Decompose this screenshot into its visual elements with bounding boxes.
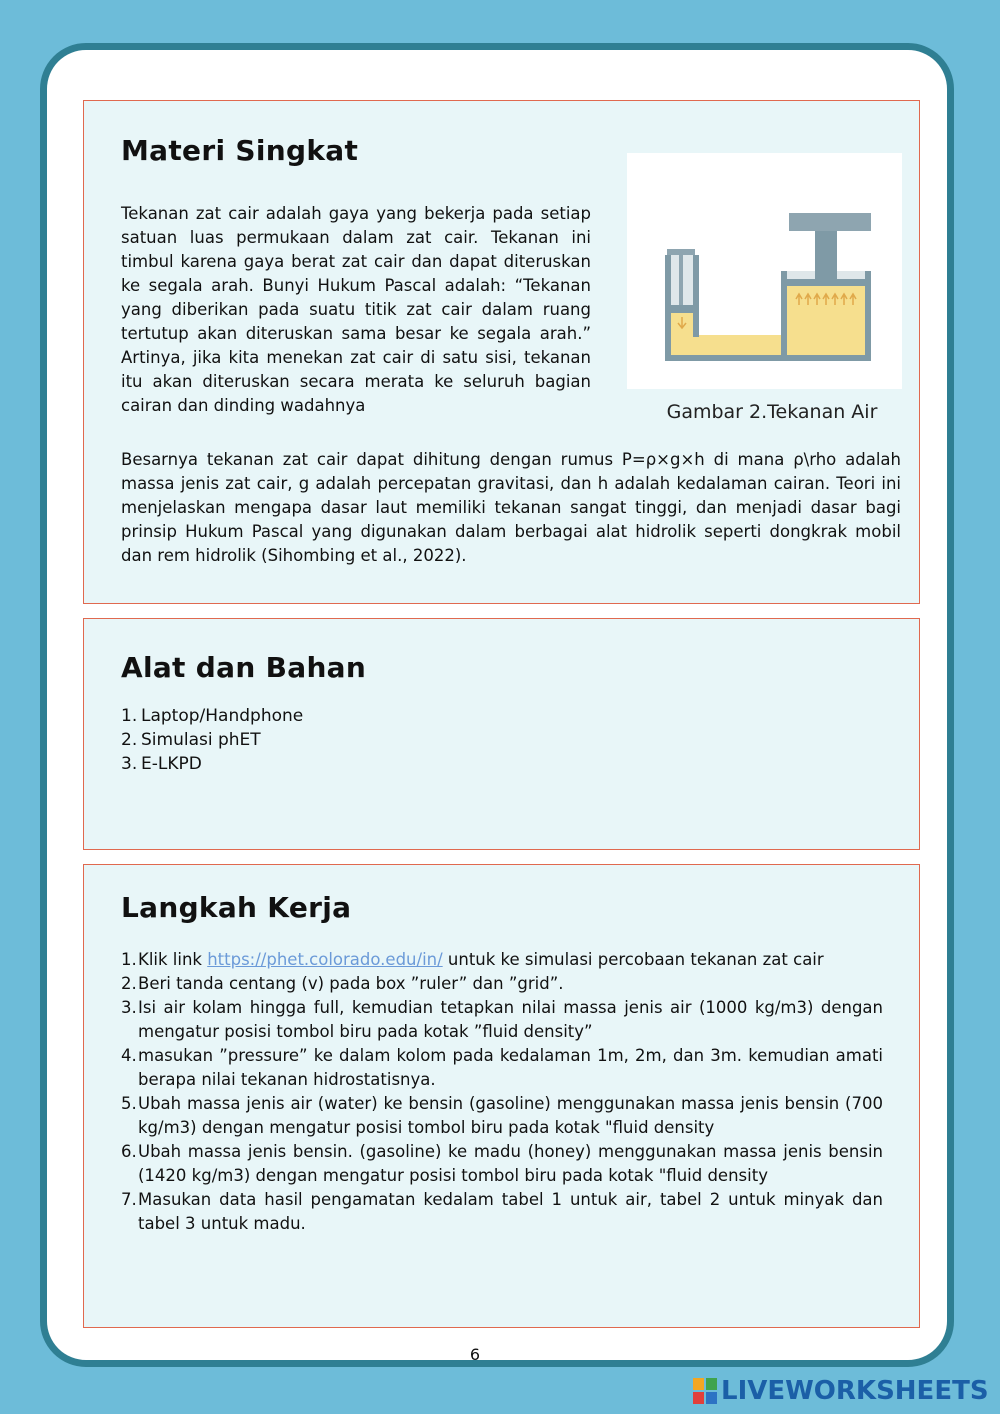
list-text: masukan ”pressure” ke dalam kolom pada kedalaman 1m, 2m, dan 3m. kemudian amati berapa nilai tekanan hidrostatisnya. — [138, 1046, 883, 1089]
page-number: 6 — [469, 1345, 481, 1364]
hydraulic-press-figure — [627, 153, 902, 389]
liveworksheets-brand[interactable] — [693, 1376, 989, 1406]
list-item — [121, 996, 883, 1044]
langkah-list — [121, 948, 883, 1236]
list-text: Masukan data hasil pengamatan kedalam tabel 1 untuk air, tabel 2 untuk minyak dan tabel 3 untuk madu. — [138, 1190, 883, 1233]
list-item — [121, 1044, 883, 1092]
materi-title: Materi Singkat — [121, 134, 359, 167]
list-item — [121, 1188, 883, 1236]
list-text: Ubah massa jenis bensin. (gasoline) ke madu (honey) menggunakan massa jenis bensin (1420 kg/m3) dengan mengatur posisi tombol biru pada kotak "fluid density — [138, 1142, 883, 1185]
list-number: 6. — [121, 1142, 137, 1161]
list-text: Klik link — [138, 950, 208, 969]
liveworksheets-logo-icon — [693, 1378, 717, 1404]
list-text: untuk ke simulasi percobaan tekanan zat cair — [442, 950, 824, 969]
list-text: Simulasi phET — [141, 730, 261, 750]
list-number: 1. — [121, 706, 138, 726]
figure-caption: Gambar 2.Tekanan Air — [666, 401, 878, 423]
alat-title: Alat dan Bahan — [121, 651, 367, 684]
list-item — [121, 752, 621, 776]
list-number: 5. — [121, 1094, 137, 1113]
hydraulic-press-illustration — [627, 153, 902, 389]
phet-link[interactable]: https://phet.colorado.edu/in/ — [207, 950, 443, 969]
list-text: Beri tanda centang (v) pada box ”ruler” dan ”grid”. — [138, 974, 564, 993]
list-number: 2. — [121, 730, 138, 750]
langkah-kerja-section — [83, 864, 920, 1328]
list-number: 7. — [121, 1190, 137, 1209]
list-text: Ubah massa jenis air (water) ke bensin (gasoline) menggunakan massa jenis bensin (700 kg/m3) dengan mengatur posisi tombol biru pada kotak "fluid density — [138, 1094, 883, 1137]
list-item — [121, 1140, 883, 1188]
materi-paragraph-1: Tekanan zat cair adalah gaya yang bekerja pada setiap satuan luas permukaan dalam zat cair. Tekanan ini timbul karena gaya berat zat cair dan dapat diteruskan ke segala arah. Bunyi Hukum Pascal adalah: “Tekanan yang diberikan pada suatu titik zat cair dalam ruang tertutup akan diteruskan sama besar ke segala arah.” Artinya, jika kita menekan zat cair di satu sisi, tekanan itu akan diteruskan secara merata ke seluruh bagian cairan dan dinding wadahnya — [121, 204, 591, 415]
list-text: E-LKPD — [141, 754, 202, 774]
materi-singkat-section — [83, 100, 920, 604]
materi-paragraph-2: Besarnya tekanan zat cair dapat dihitung dengan rumus P=ρ×g×h di mana ρ\rho adalah massa jenis zat cair, g adalah percepatan gravitasi, dan h adalah kedalaman cairan. Teori ini menjelaskan mengapa dasar laut memiliki tekanan sangat tinggi, dan menjadi dasar bagi prinsip Hukum Pascal yang digunakan dalam berbagai alat hidrolik seperti dongkrak mobil dan rem hidrolik (Sihombing et al., 2022). — [121, 450, 901, 565]
list-number: 2. — [121, 974, 137, 993]
alat-list — [121, 704, 621, 776]
list-number: 3. — [121, 754, 138, 774]
list-text: Laptop/Handphone — [141, 706, 304, 726]
list-item — [121, 704, 621, 728]
list-item — [121, 728, 621, 752]
list-number: 4. — [121, 1046, 137, 1065]
langkah-title: Langkah Kerja — [121, 891, 352, 924]
list-number: 1. — [121, 950, 137, 969]
list-text: Isi air kolam hingga full, kemudian tetapkan nilai massa jenis air (1000 kg/m3) dengan mengatur posisi tombol biru pada kotak ”fluid density” — [138, 998, 883, 1041]
list-item — [121, 1092, 883, 1140]
list-item — [121, 948, 883, 972]
brand-text: LIVEWORKSHEETS — [721, 1376, 989, 1406]
list-number: 3. — [121, 998, 137, 1017]
alat-bahan-section — [83, 618, 920, 850]
list-item — [121, 972, 883, 996]
